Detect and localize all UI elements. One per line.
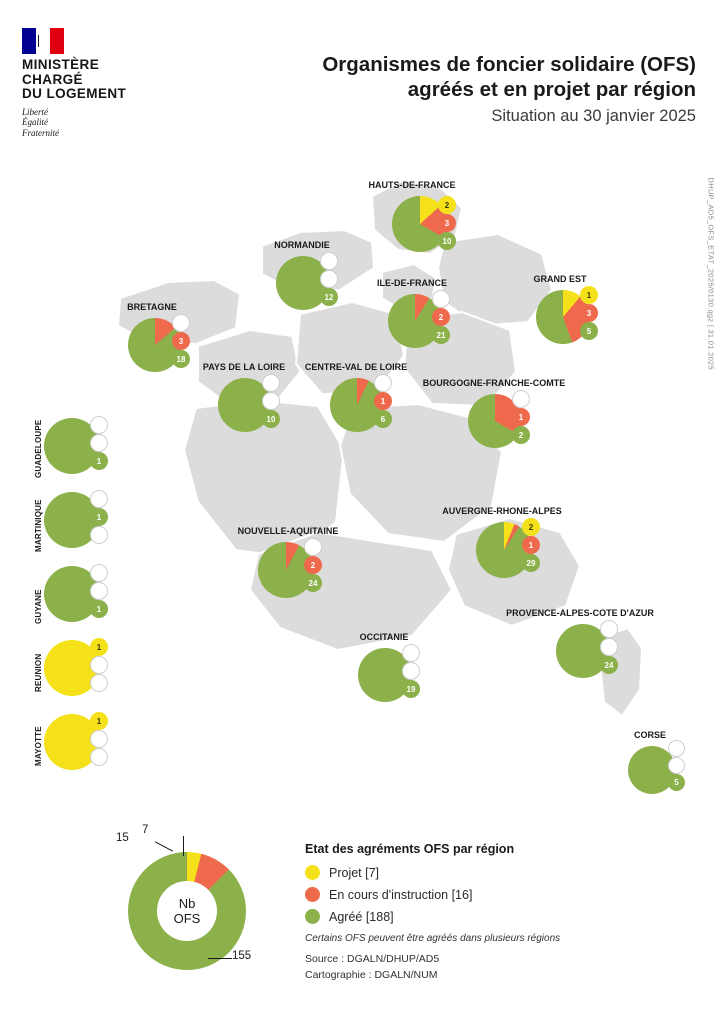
region-marker-martinique[interactable] [28,488,138,554]
ghost-circle [90,490,108,508]
count-badge-instruction: 1 [512,408,530,426]
ghost-circle [512,390,530,408]
legend-sources [305,951,705,983]
leader-line-agree [208,958,232,959]
donut-label-agree: 155 [232,950,252,962]
motto-line-1: Liberté [22,106,48,117]
region-label: ILE-DE-FRANCE [377,278,447,288]
ghost-circle [90,434,108,452]
region-marker-reunion[interactable] [28,636,138,702]
region-label: PROVENCE-ALPES-COTE D'AZUR [506,608,654,618]
ghost-circle [402,644,420,662]
count-badge-projet: 1 [90,712,108,730]
legend-label-projet: Projet [7] [329,865,380,880]
count-badge-agree: 24 [304,574,322,592]
region-label: OCCITANIE [359,632,409,642]
region-label: NORMANDIE [274,240,330,250]
region-label: AUVERGNE-RHONE-ALPES [442,506,562,516]
ghost-circle [600,620,618,638]
region-marker-hauts-de-france[interactable] [368,180,492,290]
ghost-circle [90,730,108,748]
region-marker-occitanie[interactable] [340,632,460,732]
region-label: REUNION [34,653,43,692]
leader-line-instruction [155,841,173,851]
region-marker-normandie[interactable] [258,240,378,340]
ministry-line-3: DU LOGEMENT [22,86,127,101]
region-marker-guadeloupe[interactable] [28,414,138,480]
region-marker-nouvelle-aquitaine[interactable] [236,526,386,626]
ghost-circle [172,314,190,332]
subtitle: Situation au 30 janvier 2025 [491,107,696,125]
ministry-name [22,58,172,102]
donut-center-line-2: OFS [173,911,201,926]
ghost-circle [374,374,392,392]
ghost-circle [90,564,108,582]
region-label: GUYANE [34,589,43,624]
donut-center-line-1: Nb [178,896,196,911]
ghost-circle [320,252,338,270]
region-label: BRETAGNE [127,302,177,312]
region-label: PAYS DE LA LOIRE [202,362,286,372]
region-marker-mayotte[interactable] [28,710,138,776]
region-label: CENTRE-VAL DE LOIRE [304,362,408,372]
ghost-circle [402,662,420,680]
region-label: CORSE [633,730,667,740]
count-badge-instruction: 1 [374,392,392,410]
count-badge-agree: 21 [432,326,450,344]
legend [305,842,705,983]
map-credit-sidenote: DHUP_AD5_OFS_ETAT_2025/0130.qgz | 31.01.2025 [706,177,715,370]
region-marker-provence-alpes-cote-dazur[interactable] [506,608,690,708]
donut-label-instruction: 15 [116,832,129,844]
leader-line-projet [183,836,184,856]
ghost-circle [90,416,108,434]
ghost-circle [90,674,108,692]
legend-note: Certains OFS peuvent être agréés dans plusieurs régions [305,933,561,944]
ghost-circle [262,374,280,392]
count-badge-instruction: 3 [580,304,598,322]
legend-item-agree[interactable] [305,909,705,924]
legend-title: Etat des agréments OFS par région [305,842,515,856]
donut-label-projet: 7 [142,824,149,836]
region-label: GUADELOUPE [34,419,43,478]
region-marker-pays-de-la-loire[interactable] [200,362,320,462]
ghost-circle [600,638,618,656]
count-badge-agree: 24 [600,656,618,674]
france-map [0,150,720,830]
region-marker-auvergne-rhone-alpes[interactable] [440,506,600,606]
legend-label-instruction: En cours d'instruction [16] [329,887,473,902]
motto-line-3: Fraternité [22,127,59,138]
count-badge-projet: 1 [580,286,598,304]
legend-label-agree: Agréé [188] [329,909,394,924]
ministry-line-2: CHARGÉ [22,71,83,87]
ghost-circle [262,392,280,410]
republic-motto [22,107,172,139]
count-badge-instruction: 3 [172,332,190,350]
legend-item-instruction[interactable] [305,887,705,902]
count-badge-instruction: 2 [432,308,450,326]
ghost-circle [304,538,322,556]
legend-swatch-instruction [305,887,320,902]
count-badge-agree: 1 [90,452,108,470]
ghost-circle [90,656,108,674]
region-label: GRAND EST [533,274,587,284]
count-badge-agree: 18 [172,350,190,368]
ghost-circle [90,526,108,544]
count-badge-projet: 2 [438,196,456,214]
count-badge-agree: 19 [402,680,420,698]
region-marker-centre-val-de-loire[interactable] [304,362,430,462]
total-donut-chart [110,824,270,980]
count-badge-instruction: 2 [304,556,322,574]
count-badge-agree: 5 [668,774,685,791]
count-badge-projet: 1 [90,638,108,656]
count-badge-projet: 2 [522,518,540,536]
region-label: MAYOTTE [34,726,43,766]
ghost-circle [668,740,685,757]
region-label: BOURGOGNE-FRANCHE-COMTE [422,378,566,388]
ghost-circle [90,748,108,766]
count-badge-agree: 10 [438,232,456,250]
region-label: HAUTS-DE-FRANCE [368,180,456,190]
ghost-circle [90,582,108,600]
ghost-circle [320,270,338,288]
donut-ring [128,852,246,970]
count-badge-agree: 5 [580,322,598,340]
count-badge-agree: 29 [522,554,540,572]
title-line-2: agréés et en projet par région [407,78,696,101]
count-badge-agree: 10 [262,410,280,428]
ghost-circle [668,757,685,774]
ghost-circle [432,290,450,308]
french-flag-icon [22,28,64,54]
region-label: NOUVELLE-AQUITAINE [237,526,339,536]
legend-item-projet[interactable] [305,865,705,880]
motto-line-2: Égalité [22,117,48,127]
donut-center-label [157,881,217,941]
region-label: MARTINIQUE [34,499,43,552]
region-marker-grand-est[interactable] [518,274,638,374]
cartography-line: Cartographie : DGALN/NUM [305,969,438,981]
ministry-line-1: MINISTÈRE [22,57,100,72]
source-line: Source : DGALN/DHUP/AD5 [305,953,440,965]
count-badge-agree: 6 [374,410,392,428]
title-line-1: Organismes de foncier solidaire (OFS) [322,53,696,76]
legend-swatch-agree [305,909,320,924]
count-badge-agree: 1 [90,600,108,618]
page-title [216,52,696,126]
count-badge-instruction: 3 [438,214,456,232]
region-marker-bourgogne-franche-comte[interactable] [422,378,592,478]
ministry-logo [22,28,172,138]
region-marker-guyane[interactable] [28,562,138,628]
region-marker-corse[interactable] [620,730,720,830]
count-badge-agree: 2 [512,426,530,444]
count-badge-instruction: 1 [522,536,540,554]
count-badge-agree: 1 [90,508,108,526]
count-badge-agree: 12 [320,288,338,306]
legend-swatch-projet [305,865,320,880]
